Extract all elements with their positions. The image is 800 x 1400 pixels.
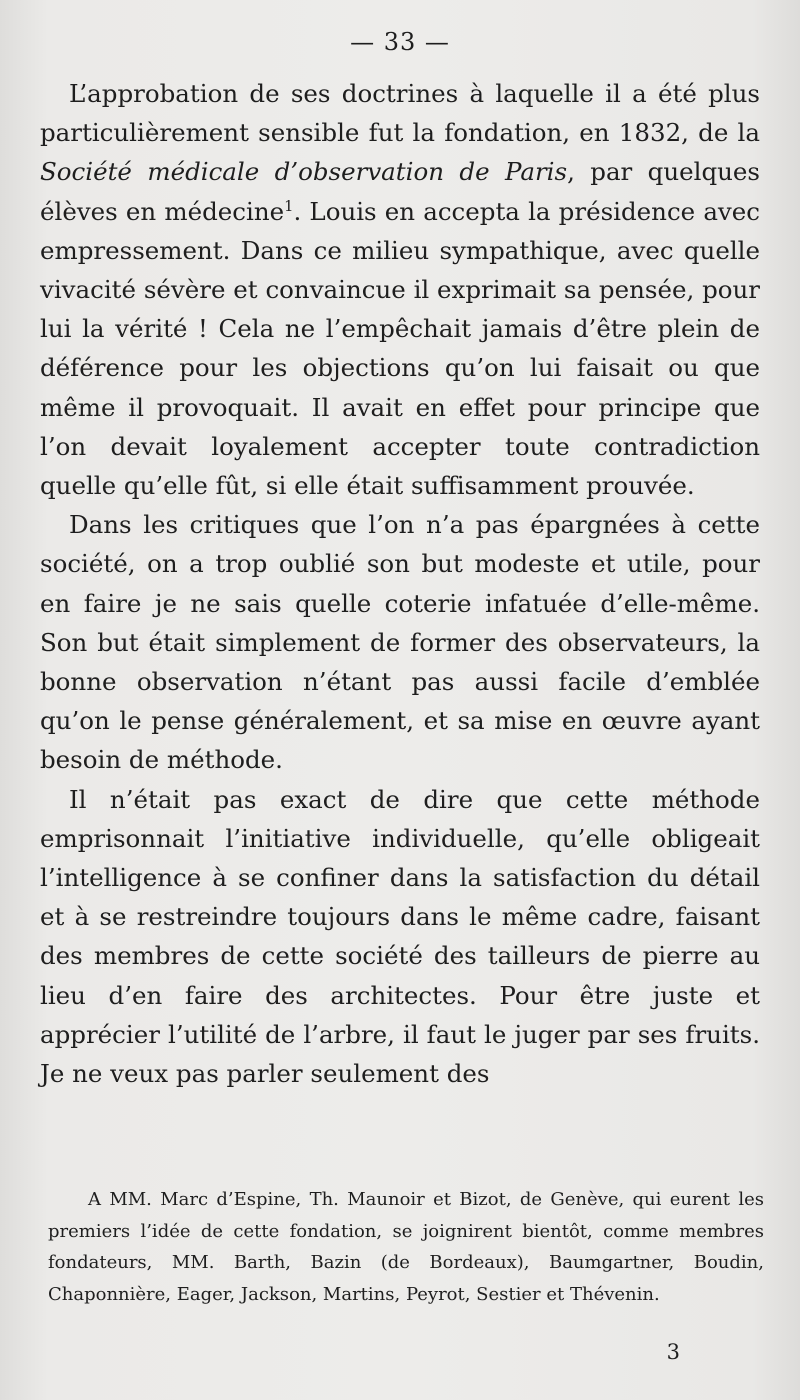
paragraph-1	[40, 74, 760, 505]
signature-mark: 3	[666, 1340, 680, 1364]
footnote	[48, 1184, 764, 1310]
paragraph-1-part1: L’approbation de ses doctrines à laquelle il a été plus particulièrement sensible fut la fondation, en 1832, de la	[40, 79, 760, 148]
society-name-italic: Société médicale d’observation de Paris	[40, 157, 568, 187]
paragraph-1-part3: . Louis en accepta la présidence avec empressement. Dans ce milieu sympathique, avec quelle vivacité sévère et convaincue il exprimait sa pensée, pour lui la vérité ! Cela ne l’empêchait jamais d’être plein de déférence pour les objections qu’on lui faisait ou que même il provoquait. Il avait en effet pour principe que l’on devait loyalement accepter toute contradiction quelle qu’elle fût, si elle était suffisamment prouvée.	[40, 196, 760, 501]
page-number-top: — 33 —	[350, 28, 450, 56]
footnote-reference: 1	[284, 197, 294, 215]
paragraph-1-part2: , par quelques élèves en médecine	[40, 157, 760, 226]
paragraph-3: Il n’était pas exact de dire que cette méthode emprisonnait l’initiative individuelle, qu’elle obligeait l’intelligence à se confiner dans la satisfaction du détail et à se restreindre toujours dans le même cadre, faisant des membres de cette société des tailleurs de pierre au lieu d’en faire des architectes. Pour être juste et apprécier l’utilité de l’arbre, il faut le juger par ses fruits. Je ne veux pas parler seulement des	[40, 784, 760, 1089]
body-text	[40, 74, 760, 1093]
paragraph-2: Dans les critiques que l’on n’a pas épargnées à cette société, on a trop oublié son but modeste et utile, pour en faire je ne sais quelle coterie infatuée d’elle-même. Son but était simplement de former des observateurs, la bonne observation n’étant pas aussi facile d’emblée qu’on le pense généralement, et sa mise en œuvre ayant besoin de méthode.	[40, 510, 760, 775]
footnote-text: A MM. Marc d’Espine, Th. Maunoir et Bizot, de Genève, qui eurent les premiers l’idée de cette fondation, se joignirent bientôt, comme membres fondateurs, MM. Barth, Bazin (de Bordeaux), Baumgartner, Boudin, Chaponnière, Eager, Jackson, Martins, Peyrot, Sestier et Thévenin.	[48, 1189, 764, 1305]
